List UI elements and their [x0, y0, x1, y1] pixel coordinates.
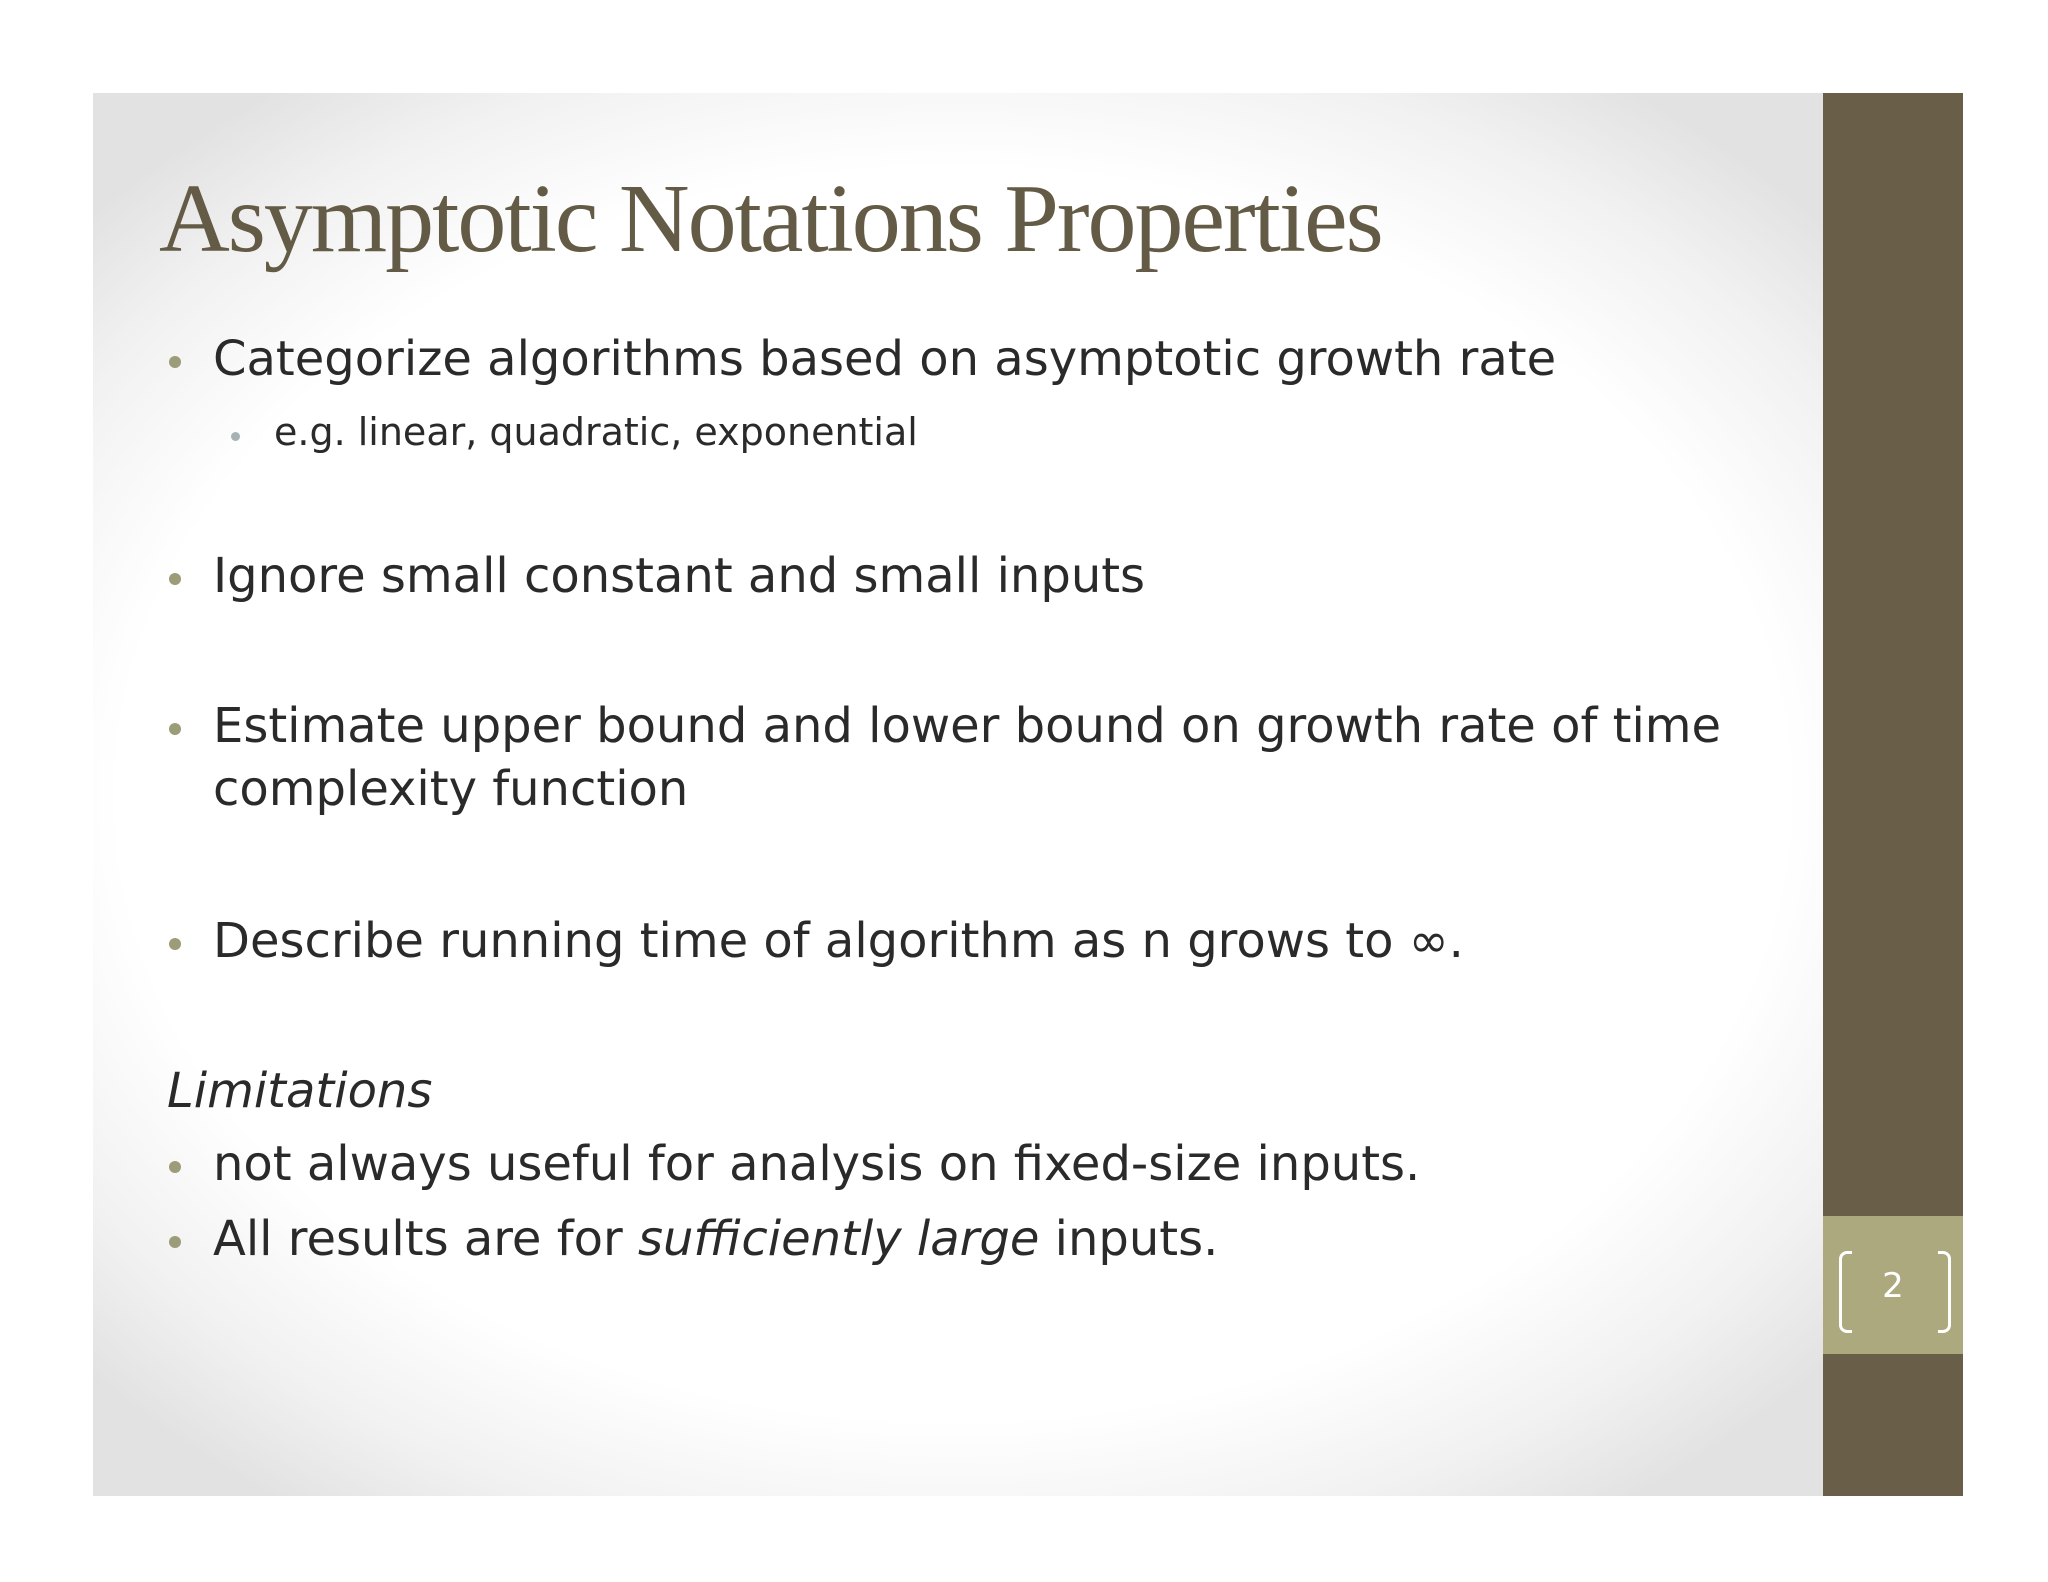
page-number: 2: [1882, 1266, 1904, 1306]
limitation-text: [213, 1211, 1218, 1267]
limitation-text-emphasis: sufficiently large: [637, 1211, 1040, 1267]
bullet-dot: [169, 723, 181, 735]
slide-title: Asymptotic Notations Properties: [159, 165, 1382, 273]
bullet-text: Ignore small constant and small inputs: [213, 548, 1146, 604]
bullet-text-line2: complexity function: [213, 761, 689, 817]
bullet-dot: [169, 1236, 181, 1248]
bullet-text-line1: Estimate upper bound and lower bound on growth rate of time: [213, 698, 1722, 754]
slide: [93, 93, 1963, 1496]
bullet-text: Categorize algorithms based on asymptotic growth rate: [213, 331, 1557, 387]
page-number-box: [1823, 1216, 1963, 1354]
sub-bullet-text: e.g. linear, quadratic, exponential: [274, 410, 918, 454]
sidebar-bar: [1823, 93, 1963, 1496]
sub-bullet-dot: [231, 432, 240, 441]
limitation-text-pre: All results are for: [213, 1211, 638, 1267]
bullet-dot: [169, 356, 181, 368]
bullet-dot: [169, 938, 181, 950]
limitation-text: not always useful for analysis on fixed-size inputs.: [213, 1136, 1421, 1192]
bullet-dot: [169, 1161, 181, 1173]
limitation-text-post: inputs.: [1039, 1211, 1219, 1267]
bullet-dot: [169, 573, 181, 585]
bullet-text: Describe running time of algorithm as n grows to ∞.: [213, 913, 1464, 969]
limitations-heading: Limitations: [167, 1063, 433, 1119]
